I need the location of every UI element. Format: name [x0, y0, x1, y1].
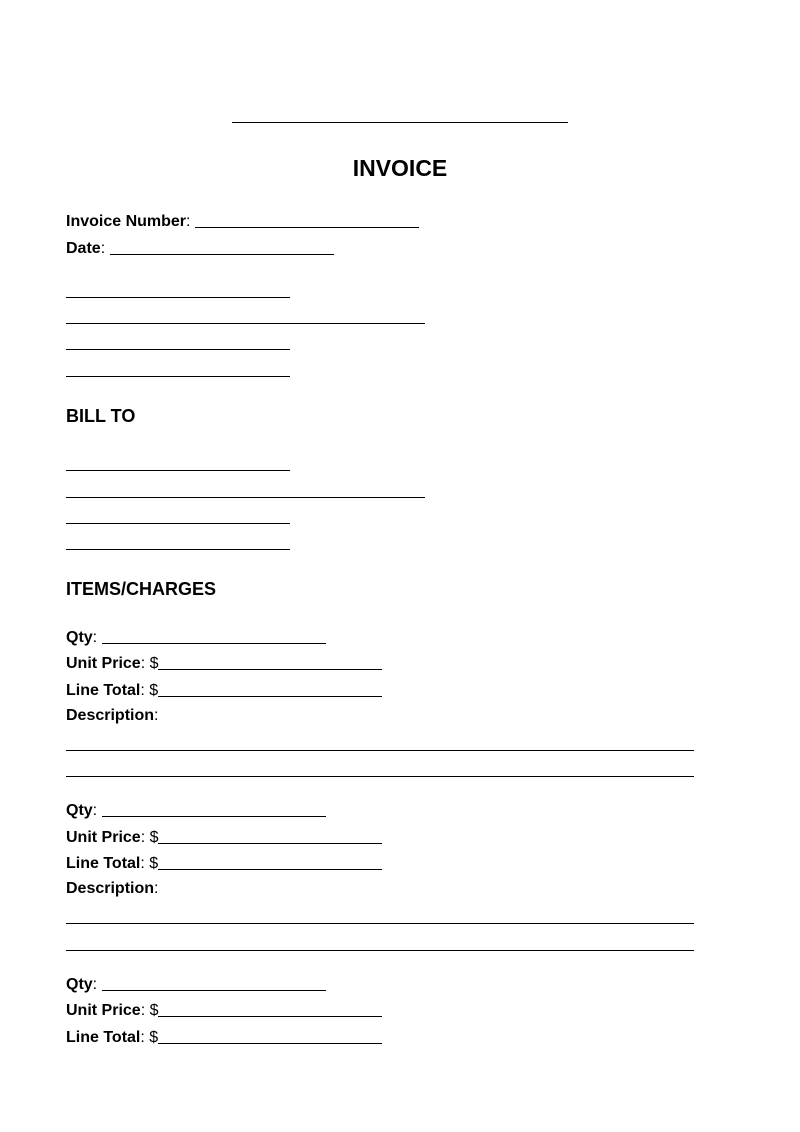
- unit-price-blank[interactable]: [158, 1002, 382, 1017]
- unit-price-blank[interactable]: [158, 655, 382, 670]
- line-total-blank[interactable]: [158, 682, 382, 697]
- date-field: Date:: [66, 238, 334, 259]
- unit-price-label: Unit Price: [66, 829, 141, 846]
- bill-to-address-line[interactable]: [66, 549, 290, 550]
- sender-address-line[interactable]: [66, 323, 425, 324]
- line-total-field: Line Total: $: [66, 1027, 382, 1048]
- line-total-label: Line Total: [66, 1029, 141, 1046]
- unit-price-field: Unit Price: $: [66, 653, 382, 674]
- bill-to-address-line[interactable]: [66, 497, 425, 498]
- qty-field: Qty:: [66, 974, 326, 995]
- currency-symbol: $: [149, 682, 159, 699]
- description-line[interactable]: [66, 923, 694, 924]
- qty-label: Qty: [66, 976, 93, 993]
- items-heading: ITEMS/CHARGES: [66, 579, 217, 599]
- description-line[interactable]: [66, 950, 694, 951]
- currency-symbol: $: [149, 855, 159, 872]
- description-label: Description: [66, 707, 155, 724]
- bill-to-heading: BILL TO: [66, 406, 136, 426]
- company-name-line[interactable]: [232, 122, 568, 123]
- currency-symbol: $: [149, 1002, 159, 1019]
- qty-blank[interactable]: [102, 976, 326, 991]
- unit-price-field: Unit Price: $: [66, 1000, 382, 1021]
- qty-field: Qty:: [66, 627, 326, 648]
- invoice-number-label: Invoice Number: [66, 213, 187, 230]
- qty-label: Qty: [66, 802, 93, 819]
- line-total-label: Line Total: [66, 682, 141, 699]
- date-blank[interactable]: [110, 240, 334, 255]
- unit-price-blank[interactable]: [158, 829, 382, 844]
- qty-blank[interactable]: [102, 802, 326, 817]
- date-label: Date: [66, 240, 101, 257]
- invoice-number-field: Invoice Number:: [66, 211, 419, 232]
- sender-address-line[interactable]: [66, 349, 290, 350]
- line-total-blank[interactable]: [158, 1029, 382, 1044]
- unit-price-label: Unit Price: [66, 655, 141, 672]
- invoice-number-blank[interactable]: [195, 213, 419, 228]
- unit-price-label: Unit Price: [66, 1002, 141, 1019]
- sender-address-line[interactable]: [66, 297, 290, 298]
- qty-label: Qty: [66, 629, 93, 646]
- line-total-field: Line Total: $: [66, 680, 382, 701]
- sender-address-line[interactable]: [66, 376, 290, 377]
- qty-field: Qty:: [66, 800, 326, 821]
- currency-symbol: $: [149, 829, 159, 846]
- unit-price-field: Unit Price: $: [66, 827, 382, 848]
- bill-to-address-line[interactable]: [66, 523, 290, 524]
- page-title: INVOICE: [352, 155, 448, 181]
- description-label: Description: [66, 880, 155, 897]
- bill-to-address-line[interactable]: [66, 470, 290, 471]
- description-field: Description:: [66, 707, 159, 724]
- description-field: Description:: [66, 880, 159, 897]
- line-total-blank[interactable]: [158, 855, 382, 870]
- description-line[interactable]: [66, 750, 694, 751]
- currency-symbol: $: [149, 1029, 159, 1046]
- currency-symbol: $: [149, 655, 159, 672]
- description-line[interactable]: [66, 776, 694, 777]
- line-total-label: Line Total: [66, 855, 141, 872]
- qty-blank[interactable]: [102, 629, 326, 644]
- line-total-field: Line Total: $: [66, 853, 382, 874]
